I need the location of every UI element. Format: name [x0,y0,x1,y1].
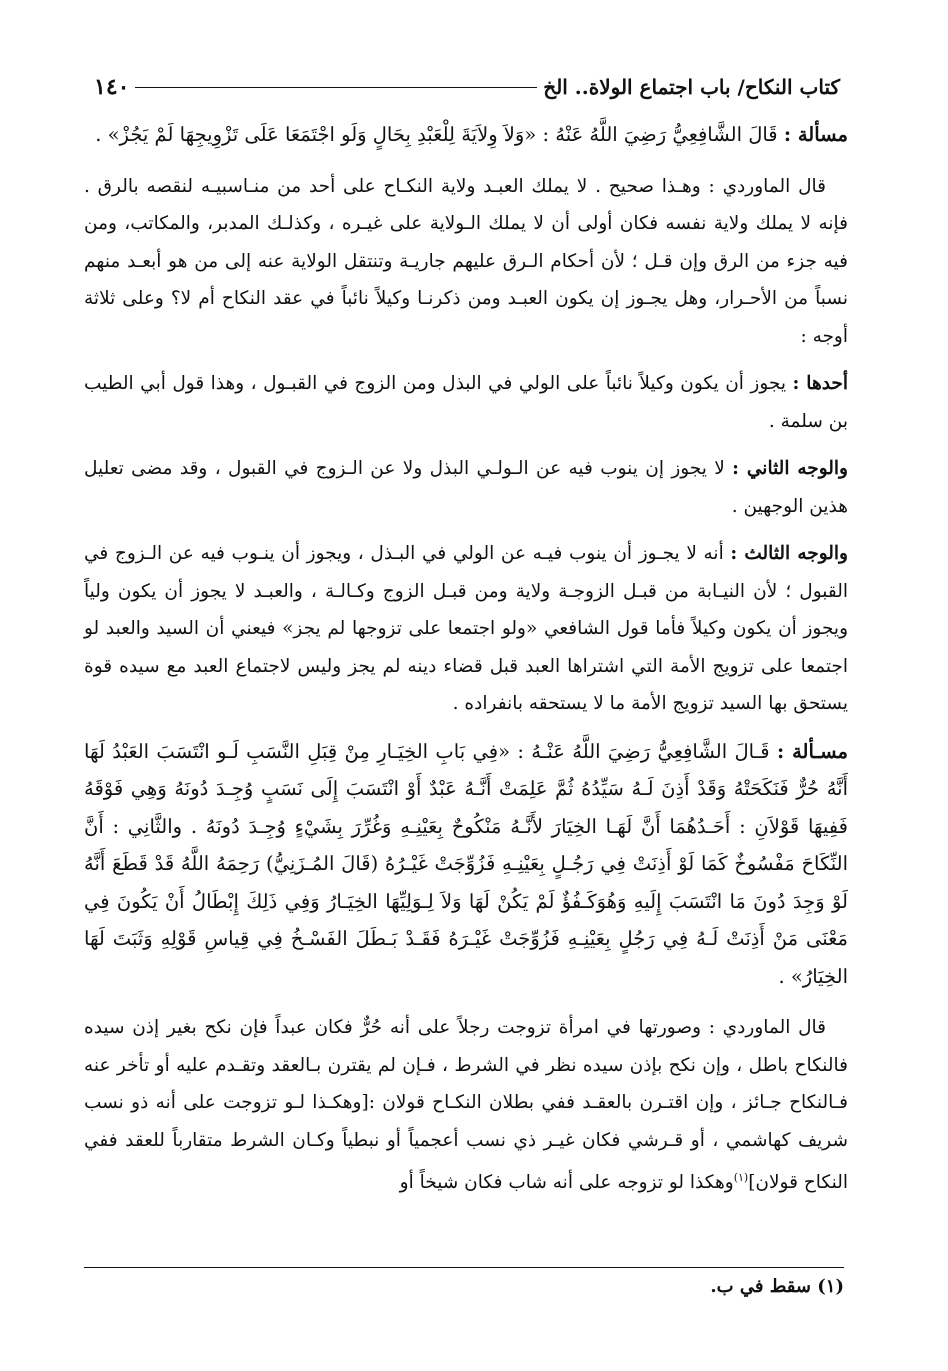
footnote-rule [84,1267,844,1268]
paragraph-text: قال الماوردي : وصورتها في امرأة تزوجت رجلاً على أنه حُرٌّ فكان عبداً فإن نكح بغير إذن سيده فالنكاح باطل ، وإن نكح بإذن سيده نظر في الشرط ، فـإن لم يقترن بـالعقد وتقـدم عليه أو تأخر عنه فـالنكاح جـائز ، وإن اقتـرن بالعقـد ففي بطلان النكـاح قولان :[وهكـذا لـو تزوجت على أنه ذو نسب شريف كهاشمي ، أو قـرشي فكان غيـر ذي نسب أعجمياً أو نبطياً وكـان الشرط متقارباً للعقد ففي النكاح قولان] [84,1017,849,1194]
paragraph-lead: والوجه الثاني : [732,458,848,479]
paragraph-issue-2 [84,733,848,996]
paragraph-lead: أحدها : [792,373,848,394]
paragraph-third-view [84,535,848,723]
page-number: ١٤٠ [94,74,130,100]
paragraph-lead: مسـألة : [776,739,848,763]
paragraph-text: قَالَ الشَّافِعِيُّ رَضِيَ اللَّهُ عَنْهُ : «وَلاَ وِلاَيَةَ لِلْعَبْدِ بِحَالٍ وَلَو اجْتَمَعَا عَلَى تَزْوِيجِهَا لَمْ يَجُزْ» . [95,123,778,146]
paragraph-issue-1 [84,116,848,154]
running-header [84,70,848,104]
header-rule [135,87,537,88]
body-text [84,116,848,1202]
paragraph-lead: والوجه الثالث : [730,543,848,564]
page [84,70,848,1212]
paragraph-text: يجوز أن يكون وكيلاً نائباً على الولي في البذل ومن الزوج في القبـول ، وهذا قول أبي الطيب بن سلمة . [84,373,848,432]
paragraph-text: لا يجوز إن ينوب فيه عن الـولـي البذل ولا عن الـزوج في القبول ، وقد مضى تعليل هذين الوجهين . [84,458,848,517]
paragraph-commentary-1 [84,168,848,356]
paragraph-text: قال الماوردي : وهـذا صحيح . لا يملك العبـد ولاية النكـاح على أحد من منـاسبيـه لنقصه بالرق . فإنه لا يملك ولاية نفسه فكان أولى أن لا يملك الـولاية على غيـره ، وكذلـك المدبر، والمكاتب، ومن فيه جزء من الرق وإن قـل ؛ لأن أحكام الـرق عليهم جاريـة وتنتقل الولاية عنه إلى من هو أبعـد منهم نسباً من الأحـرار، وهل يجـوز إن يكون العبـد ومن ذكرنـا وكيلاً نائباً في عقد النكاح أم لا؟ وعلى ثلاثة أوجه : [84,175,848,347]
paragraph-second-view [84,450,848,525]
paragraph-first-view [84,365,848,440]
paragraph-lead: مسألة : [783,123,848,146]
footnote-marker: (١) [733,1171,749,1184]
footnote [710,1276,844,1297]
footnote-number: (١) [817,1276,844,1297]
paragraph-text: قَـالَ الشَّافِعِيُّ رَضِيَ اللَّهُ عَنْـهُ : «فِي بَابِ الخِيَـارِ مِنْ قِبَلِ النَّسَبِ لَـو انْتَسَبَ العَبْدُ لَهَا أَنَّهُ حُرٌّ فَنَكَحَتْهُ وَقَدْ أَذِنَ لَـهُ سَيِّدُهُ ثُمَّ عَلِمَتْ أَنَّـهُ عَبْدٌ أَوْ انْتَسَبَ إِلَى نَسَبٍ وُجِـدَ دُونَهُ وَهِي فَوْقَهُ فَفِيهَا قَوْلاَنِ : أَحَـدُهُمَا أَنَّ لَهَـا الخِيَارَ لأَنَّـهُ مَنْكُوحٌ بِعَيْنِـهِ وَغُرِّرَ بِشَيْءٍ وُجِـدَ دُونَهُ . والثَّانِي : أَنَّ النِّكَاحَ مَفْسُوخٌ كَمَا لَوْ أَذِنَتْ فِي رَجُـلٍ بِعَيْنِـهِ فَزُوِّجَتْ غَيْـرُهُ (قَالَ المُـزَنِيُّ) رَحِمَهُ اللَّهُ قَدْ قَطَعَ أَنَّهُ لَوْ وَجِدَ دُونَ مَا انْتَسَبَ إِلَيهِ وَهُوَكَـفُؤٌ لَمْ يَكُنْ لَهَا وَلاَ لِـوَلِيِّهَا الخِيَـارُ وَفِي ذَلِكَ إِبْطَالُ أَنْ يَكُونَ فِي مَعْنَى مَنْ أَذِنَتْ لَـهُ فِي رَجُلٍ بِعَيْنِـهِ فَزُوِّجَتْ غَيْـرَهُ فَقَـدْ بَـطَلَ الفَسْـخُ فِي قِياسِ قَوْلِهِ وَثَبَتَ لَهَا الخِيَارُ» . [84,739,848,988]
footnote-text: سقط في ب. [710,1276,811,1297]
header-title: كتاب النكاح/ باب اجتماع الولاة.. الخ [543,75,840,99]
paragraph-text-continued: وهكذا لو تزوجه على أنه شاب فكان شيخاً أو [399,1172,734,1194]
paragraph-commentary-2 [84,1009,848,1202]
paragraph-text: أنه لا يجـوز أن ينوب فيـه عن الولي في البـذل ، ويجوز أن ينـوب فيه عن الـزوج في القبول ؛ لأن النيـابة من قبـل الزوجـة ولاية ومن قبـل الزوج وكـالـة ، والعبـد لا يجوز أن يكون ولياً ويجوز أن يكون وكيلاً فأما قول الشافعي «ولو اجتمعا على تزوجها لم يجز» فيعني أن السيد والعبد لو اجتمعا على تزويج الأمة التي اشتراها العبد قبل قضاء دينه لم يجز وليس لاجتماع العبد مع سيده قوة يستحق بها السيد تزويج الأمة ما لا يستحقه بانفراده . [84,543,848,714]
